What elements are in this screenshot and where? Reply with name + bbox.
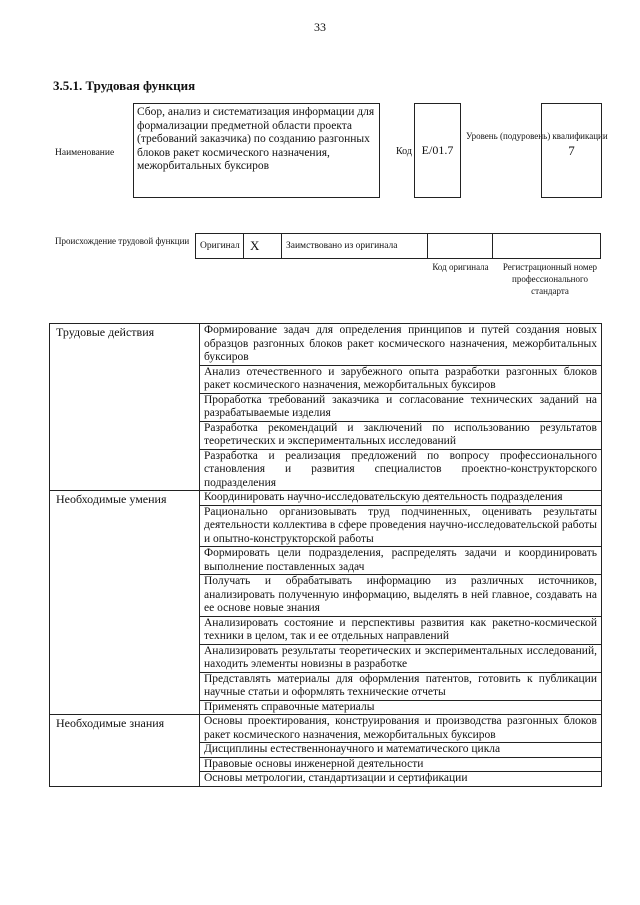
list-item: Анализ отечественного и зарубежного опыта разработки разгонных блоков ракет космического назначения, межорбитальных буксиров: [200, 365, 602, 393]
list-item: Формировать цели подразделения, распределять задачи и координировать выполнение поставленных задач: [200, 547, 602, 575]
list-item: Правовые основы инженерной деятельности: [200, 757, 602, 772]
list-item: Координировать научно-исследовательскую деятельность подразделения: [200, 491, 602, 506]
origin-label: Происхождение трудовой функции: [55, 236, 190, 246]
list-item: Применять справочные материалы: [200, 700, 602, 715]
list-item: Анализировать результаты теоретических и экспериментальных исследований, находить элементы новизны в разработке: [200, 644, 602, 672]
page-number: 33: [314, 20, 326, 34]
function-details-table: [49, 323, 602, 787]
table-row: [50, 491, 602, 506]
code-label: Код: [396, 146, 412, 157]
original-label: Оригинал: [195, 233, 244, 259]
borrowed-label: Заимствовано из оригинала: [282, 233, 428, 259]
original-mark: X: [244, 233, 282, 259]
origin-row: [195, 233, 601, 259]
category-required-knowledge: Необходимые знания: [50, 715, 200, 787]
list-item: Анализировать состояние и перспективы развития как ракетно-космической техники в целом, так и ее отдельных направлений: [200, 616, 602, 644]
table-row: [50, 715, 602, 743]
name-label: Наименование: [55, 148, 115, 158]
list-item: Основы метрологии, стандартизации и сертификации: [200, 772, 602, 787]
list-item: Формирование задач для определения принципов и путей создания новых образцов разгонных блоков ракет космического назначения, межорбитальных буксиров: [200, 324, 602, 366]
list-item: Получать и обрабатывать информацию из различных источников, анализировать полученную информацию, выделять в ней главное, создавать на ее основе новые знания: [200, 575, 602, 617]
qualification-level-label: Уровень (подуровень) квалификации: [466, 131, 608, 141]
list-item: Представлять материалы для оформления патентов, готовить к публикации научные статьи и оформлять технические отчеты: [200, 672, 602, 700]
list-item: Разработка и реализация предложений по вопросу профессионального становления и развития специалистов проектно-конструкторского подразделения: [200, 449, 602, 491]
list-item: Проработка требований заказчика и согласование технических заданий на разрабатываемые изделия: [200, 393, 602, 421]
original-code-caption: Код оригинала: [432, 262, 489, 272]
function-code-box: E/01.7: [414, 103, 461, 198]
registration-number-caption: Регистрационный номер профессионального стандарта: [502, 262, 598, 296]
section-title: 3.5.1. Трудовая функция: [53, 78, 196, 93]
function-name-box: Сбор, анализ и систематизация информации для формализации предметной области проекта (требований заказчика) по созданию разгонных блоков ракет космического назначения, межорбитальных буксиров: [133, 103, 380, 198]
category-required-skills: Необходимые умения: [50, 491, 200, 715]
registration-number-cell: [493, 233, 601, 259]
category-labor-actions: Трудовые действия: [50, 324, 200, 491]
list-item: Рационально организовывать труд подчиненных, оценивать результаты деятельности коллектива в сфере проведения научно-исследовательской работы и опытно-конструкторской работы: [200, 505, 602, 547]
table-row: [50, 324, 602, 366]
qualification-level-box: 7: [541, 103, 602, 198]
list-item: Дисциплины естественнонаучного и математического цикла: [200, 743, 602, 758]
list-item: Разработка рекомендаций и заключений по использованию результатов теоретических и экспериментальных исследований: [200, 421, 602, 449]
original-code-cell: [428, 233, 493, 259]
list-item: Основы проектирования, конструирования и производства разгонных блоков ракет космического назначения, межорбитальных буксиров: [200, 715, 602, 743]
